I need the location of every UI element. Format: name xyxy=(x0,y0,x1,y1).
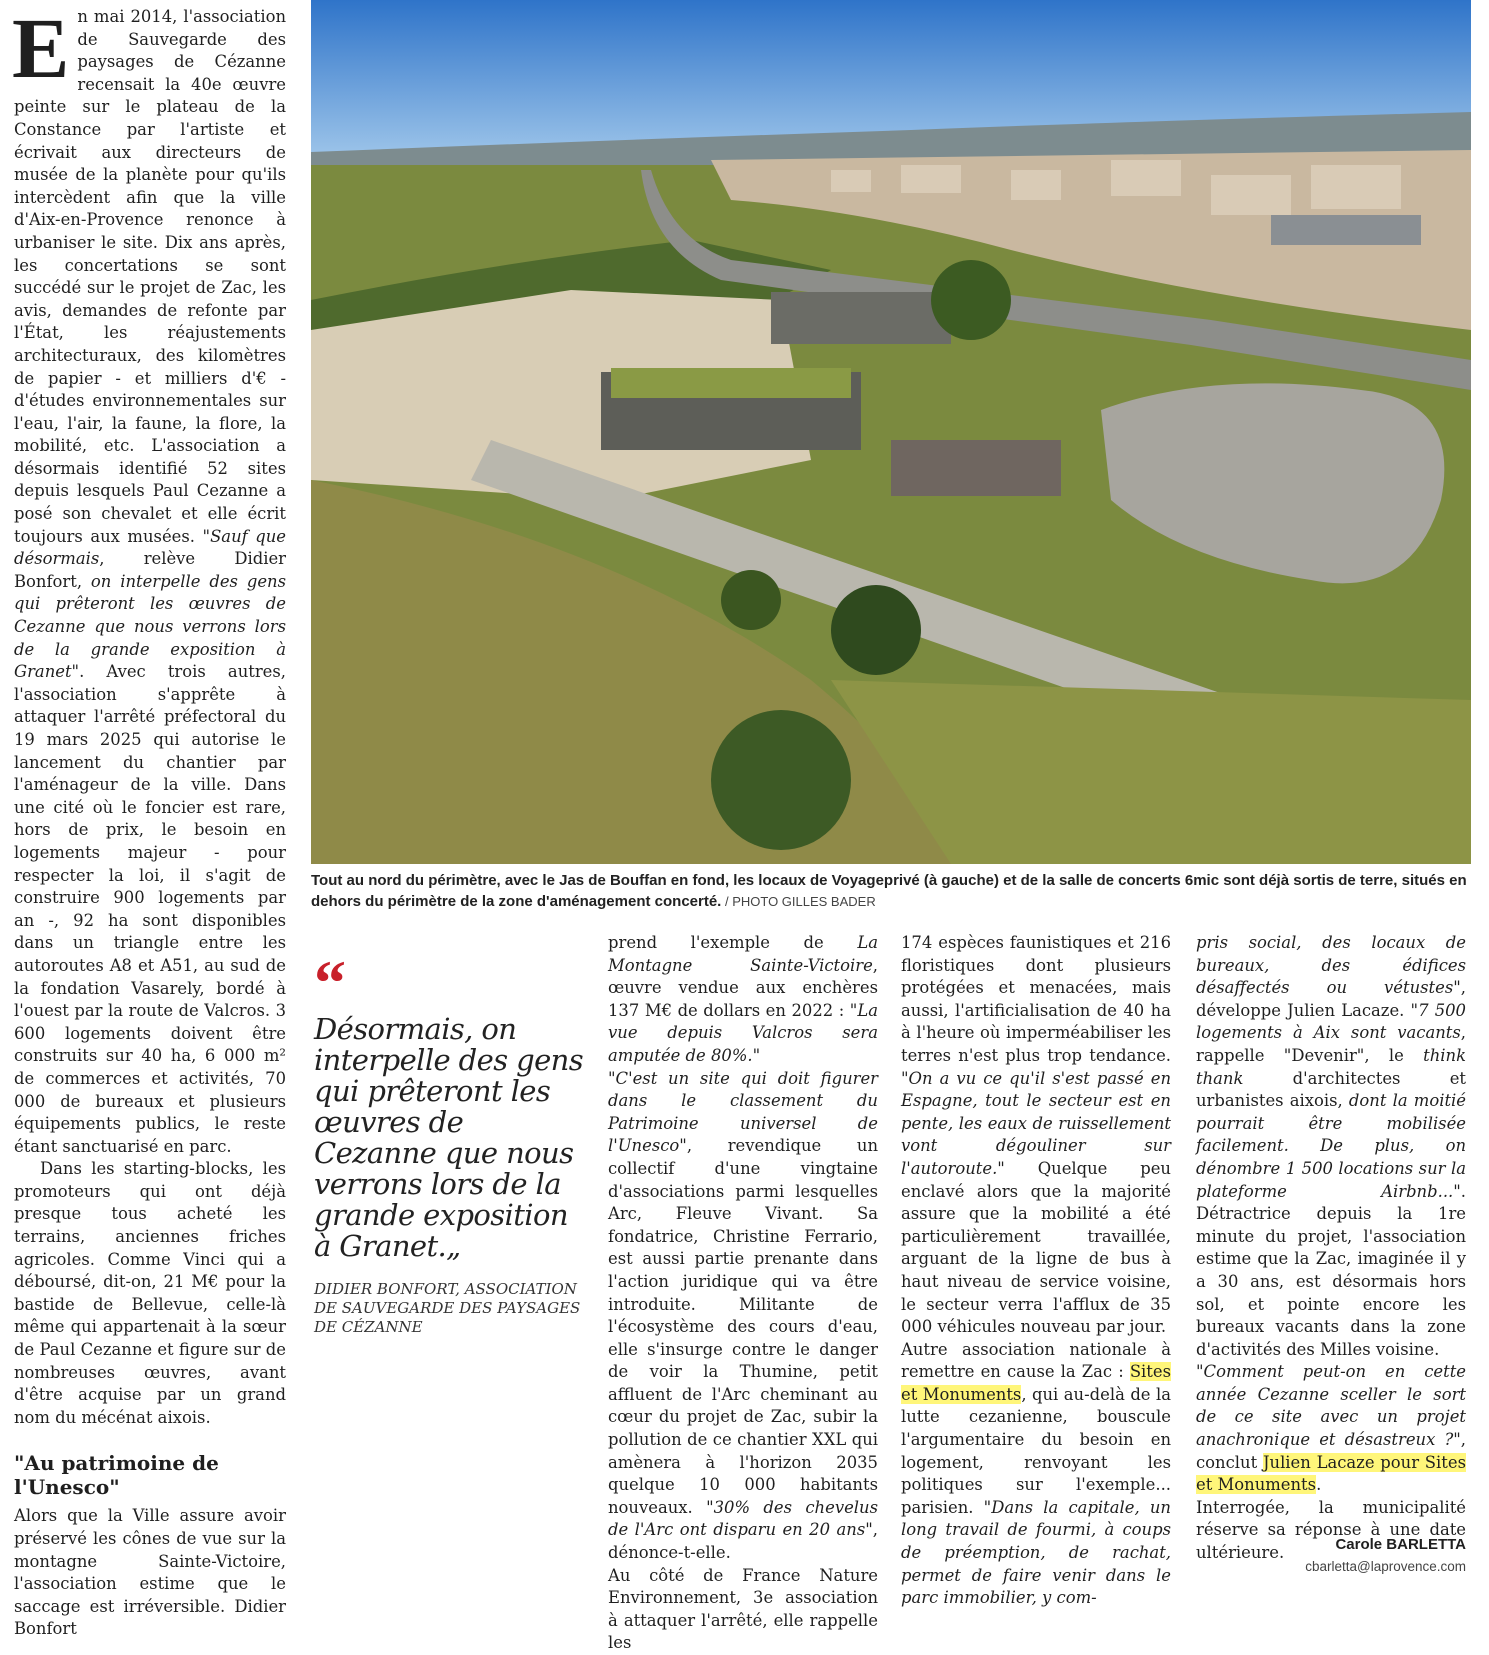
article-column-4 xyxy=(901,932,1171,1610)
text-run: ". Détractrice depuis la 1re minute du projet, l'association estime que la Zac, imaginée il y a 30 ans, est désormais hors sol, et pointe encore les bureaux vacants dans la zone d'activités des Milles voisine. xyxy=(1196,1181,1466,1359)
text-run: , qui au-delà de la lutte cezanienne, bouscule l'argumentaire du besoin en logement, renvoyant les politiques sur l'exemple... parisien. " xyxy=(901,1384,1171,1517)
italic-quote: on interpelle des gens qui prêteront les œuvres de Cezanne que nous verrons lors de la grande exposition à Granet xyxy=(14,571,286,682)
paragraph: Alors que la Ville assure avoir préservé les cônes de vue sur la montagne Sainte-Victoire, l'association estime que le saccage est irréversible. Didier Bonfort xyxy=(14,1506,286,1639)
italic-quote: 30% des chevelus de l'Arc ont disparu en 20 ans xyxy=(608,1497,878,1540)
italic-quote: dont la moitié pourrait être mobilisée facilement. De plus, on dénombre 1 500 locations sur la plateforme Airbnb... xyxy=(1196,1091,1466,1201)
paragraph: Interrogée, la municipalité réserve sa réponse à une date ultérieure. xyxy=(1196,1497,1466,1563)
article-column-5 xyxy=(1196,932,1466,1565)
paragraph xyxy=(12,0,286,1158)
text-run: ", dénonce-t-elle. xyxy=(608,1520,878,1563)
italic-quote: Dans la capitale, un long travail de fourmi, à coups de préemption, de rachat, permet de faire venir dans le parc immobilier, y com- xyxy=(901,1497,1171,1608)
caption-text: Tout au nord du périmètre, avec le Jas de Bouffan en fond, les locaux de Voyageprivé (à gauche) et de la salle de concerts 6mic sont déjà sortis de terre, situés en dehors du périmètre de la zone d'aménagement concerté. xyxy=(311,872,1467,910)
text-run: . xyxy=(1316,1475,1322,1495)
paragraph xyxy=(1196,932,1466,1361)
paragraph xyxy=(608,1068,878,1565)
article-column-3 xyxy=(608,932,878,1655)
text-run: , conclut xyxy=(1196,1430,1466,1472)
italic-term: think thank xyxy=(1196,1045,1466,1088)
highlighted-text: Sites et Monuments xyxy=(901,1362,1171,1404)
paragraph xyxy=(901,932,1171,1339)
text-run: , revendique un collectif d'une vingtaine d'associations parmi lesquelles Arc, Fleuve Vivant. Sa fondatrice, Christine Ferrario, est aussi partie prenante dans l'action juridique qui va être introduite. Militante de l'écosystème des cours d'eau, elle s'insurge contre le danger de voir la Thumine, petit affluent de l'Arc cheminant au cœur du projet de Zac, subir la pollution de ce chantier XXL qui amènera à l'horizon 2035 quelque 10 000 habitants nouveaux. " xyxy=(608,1136,878,1517)
aerial-photo-illustration xyxy=(311,0,1471,864)
drop-cap: E xyxy=(12,0,70,96)
italic-quote: pris social, des locaux de bureaux, des édifices désaffectés ou vétustes xyxy=(1196,933,1466,998)
author-name: Carole BARLETTA xyxy=(1335,1536,1466,1553)
subheading: "Au patrimoine de l'Unesco" xyxy=(14,1451,219,1500)
article-column-1 xyxy=(12,0,286,1641)
text-run: Quelque peu enclavé alors que la majorité assure que la mobilité a été particulièrement travaillée, arguant de la ligne de bus à haut niveau de service voisine, le secteur verra l'afflux de 35 000 véhicules nouveau par jour. xyxy=(901,1158,1171,1337)
paragraph xyxy=(1196,1361,1466,1497)
photo-caption xyxy=(311,870,1471,912)
text-run: , œuvre vendue aux enchères 137 M€ de dollars en 2022 : " xyxy=(608,955,878,1020)
text-run: " xyxy=(752,1045,761,1065)
pull-quote xyxy=(314,947,590,1337)
italic-title: La Montagne Sainte-Victoire xyxy=(608,933,878,975)
text-run: prend l'exemple de xyxy=(608,933,858,952)
text-run: d'architectes et urbanistes aixois, xyxy=(1196,1068,1466,1111)
text-run: 174 espèces faunistiques et 216 floristiques dont plusieurs protégées et menacées, mais aussi, l'artificialisation de 40 ha à l'heure où imperméabiliser les terres n'est plus trop tendance. xyxy=(901,933,1171,1065)
text-run: Autre association nationale à remettre en cause la Zac : xyxy=(901,1339,1171,1382)
quote-mark-icon: “ xyxy=(314,947,346,1018)
photo-credit: / PHOTO GILLES BADER xyxy=(721,894,876,909)
text-run: ", développe Julien Lacaze. " xyxy=(1196,978,1466,1020)
paragraph: Dans les starting-blocks, les promoteurs qui ont déjà presque tous acheté les terrains, anciennes friches agricoles. Comme Vinci qui a déboursé, dit-on, 21 M€ pour la bastide de Bellevue, celle-là même qui appartenait à la sœur de Paul Cezanne et figure sur de nombreuses œuvres, avant d'être acquise par un grand nom du mécénat aixois. xyxy=(14,1159,286,1427)
text-run: ". Avec trois autres, l'association s'apprête à attaquer l'arrêté préfectoral du 19 mars 2025 qui autorise le lancement du chantier par l'aménageur de la ville. Dans une cité où le foncier est rare, hors de prix, le besoin en logements majeur - pour respecter la loi, il s'agit de construire 900 logements par an -, 92 ha sont disponibles dans un triangle entre les autoroutes A8 et A51, au sud de la fondation Vasarely, bordé à l'ouest par la route de Valcros. 3 600 logements doivent être construits sur 40 ha, 6 000 m² de commerces et activités, 70 000 de bureaux et plusieurs équipements publics, le reste étant sanctuarisé en parc. xyxy=(14,662,286,1156)
italic-quote: 7 500 logements à Aix sont vacants xyxy=(1196,1000,1466,1043)
paragraph xyxy=(901,1339,1171,1610)
highlighted-text: Julien Lacaze pour Sites et Monuments xyxy=(1196,1452,1466,1495)
text-run: n mai 2014, l'association de Sauvegarde des paysages de Cézanne recensait la 40e œuvre peinte sur le plateau de la Constance par l'artiste et écrivait aux directeurs de musée de la planète pour qu'ils intercèdent afin que la ville d'Aix-en-Provence renonce à urbaniser le site. Dix ans après, les concertations se sont succédé sur le projet de Zac, les avis, demandes de refonte par l'État, les réajustements architecturaux, des kilomètres de papier - et milliers d'€ - d'études environnementales sur l'eau, l'air, la faune, la flore, la mobilité, etc. L'association a désormais identifié 52 sites depuis lesquels Paul Cezanne a posé son chevalet et elle écrit toujours aux musées. " xyxy=(14,7,286,546)
pull-quote-source: DIDIER BONFORT, ASSOCIATION DE SAUVEGARDE DES PAYSAGES DE CÉZANNE xyxy=(314,1280,581,1336)
aerial-photo xyxy=(311,0,1471,864)
byline xyxy=(1196,1534,1466,1578)
italic-quote: "On a vu ce qu'il s'est passé en Espagne, tout le secteur est en pente, les eaux de ruissellement vont dégouliner sur l'autoroute." xyxy=(901,1068,1171,1178)
italic-quote: "Comment peut-on en cette année Cezanne sceller le sort de ce site avec un projet anachronique et désastreux ?" xyxy=(1196,1362,1466,1450)
pull-quote-text: Désormais, on interpelle des gens qui prêteront les œuvres de Cezanne que nous verrons lors de la grande exposition à Granet.„ xyxy=(314,1012,583,1263)
author-email: cbarletta@laprovence.com xyxy=(1305,1559,1466,1574)
italic-quote: La vue depuis Valcros sera amputée de 80%. xyxy=(608,1000,878,1065)
italic-quote: Sauf que désormais xyxy=(14,526,286,569)
paragraph xyxy=(608,932,878,1068)
text-run: , rappelle "Devenir", le xyxy=(1196,1023,1466,1065)
paragraph: Au côté de France Nature Environnement, 3e association à attaquer l'arrêté, elle rappelle les xyxy=(608,1565,878,1653)
italic-quote: "C'est un site qui doit figurer dans le classement du Patrimoine universel de l'Unesco" xyxy=(608,1068,878,1156)
text-run: , relève Didier Bonfort, xyxy=(14,549,286,591)
